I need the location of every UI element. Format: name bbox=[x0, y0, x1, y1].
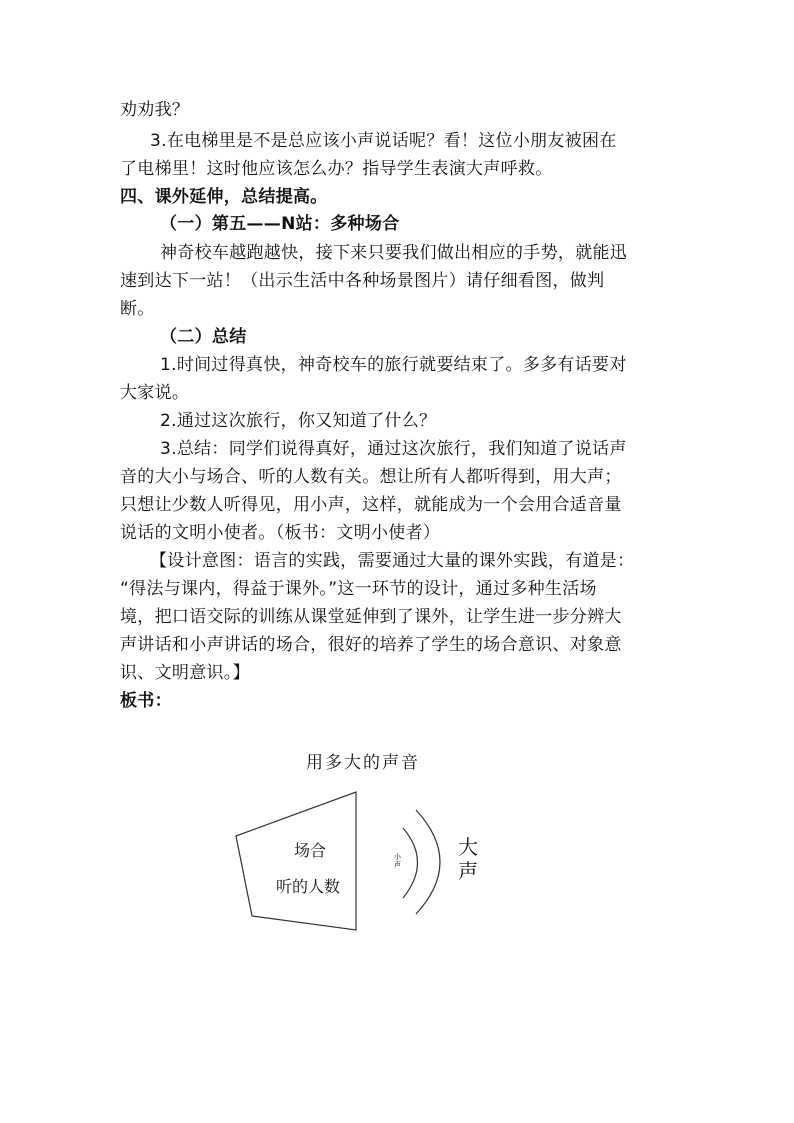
subsection-heading: （二）总结 bbox=[160, 327, 247, 347]
text-line: 1.时间过得真快，神奇校车的旅行就要结束了。多多有话要对 bbox=[160, 355, 627, 375]
text-line: 2.通过这次旅行，你又知道了什么？ bbox=[160, 411, 437, 431]
text-line: 神奇校车越跑越快，接下来只要我们做出相应的手势，就能迅 bbox=[160, 243, 628, 263]
diagram-label-listeners: 听的人数 bbox=[276, 877, 341, 896]
text-line: 说话的文明小使者。（板书：文明小使者） bbox=[120, 523, 441, 543]
text-line: 3.总结：同学们说得真好，通过这次旅行，我们知道了说话声 bbox=[160, 439, 627, 459]
diagram-label-occasion: 场合 bbox=[294, 841, 327, 860]
text-line: 速到达下一站！（出示生活中各种场景图片）请仔细看图，做判 bbox=[120, 271, 605, 291]
section-heading: 四、课外延伸，总结提高。 bbox=[120, 187, 328, 207]
text-line: 劝劝我？ bbox=[120, 100, 190, 120]
small-sound-wave bbox=[403, 828, 418, 898]
megaphone-shape bbox=[236, 792, 356, 930]
large-sound-wave bbox=[416, 810, 440, 914]
text-line: 了电梯里！这时他应该怎么办？指导学生表演大声呼救。 bbox=[120, 159, 553, 179]
text-line: “得法与课内，得益于课外。”这一环节的设计，通过多种生活场 bbox=[120, 579, 597, 599]
subsection-heading: （一）第五——N站：多种场合 bbox=[160, 214, 400, 234]
diagram-label-quiet: 小声 bbox=[394, 853, 401, 869]
text-line: 音的大小与场合、听的人数有关。想让所有人都听得到，用大声； bbox=[120, 467, 622, 487]
text-line: 【设计意图：语言的实践，需要通过大量的课外实践，有道是： bbox=[150, 551, 635, 571]
blackboard-diagram bbox=[220, 740, 520, 940]
text-line: 声讲话和小声讲话的场合，很好的培养了学生的场合意识、对象意 bbox=[120, 635, 622, 655]
text-line: 3.在电梯里是不是总应该小声说话呢？看！这位小朋友被困在 bbox=[150, 131, 617, 151]
diagram-title: 用多大的声音 bbox=[306, 753, 420, 773]
text-line: 境，把口语交际的训练从课堂延伸到了课外，让学生进一步分辨大 bbox=[120, 607, 622, 627]
text-line: 只想让少数人听得见，用小声，这样，就能成为一个会用合适音量 bbox=[120, 495, 622, 515]
text-line: 大家说。 bbox=[120, 383, 190, 403]
text-line: 识、文明意识。】 bbox=[120, 663, 250, 683]
diagram-label-loud: 大声 bbox=[458, 835, 478, 883]
blackboard-label: 板书： bbox=[120, 691, 172, 711]
text-line: 断。 bbox=[120, 299, 155, 319]
